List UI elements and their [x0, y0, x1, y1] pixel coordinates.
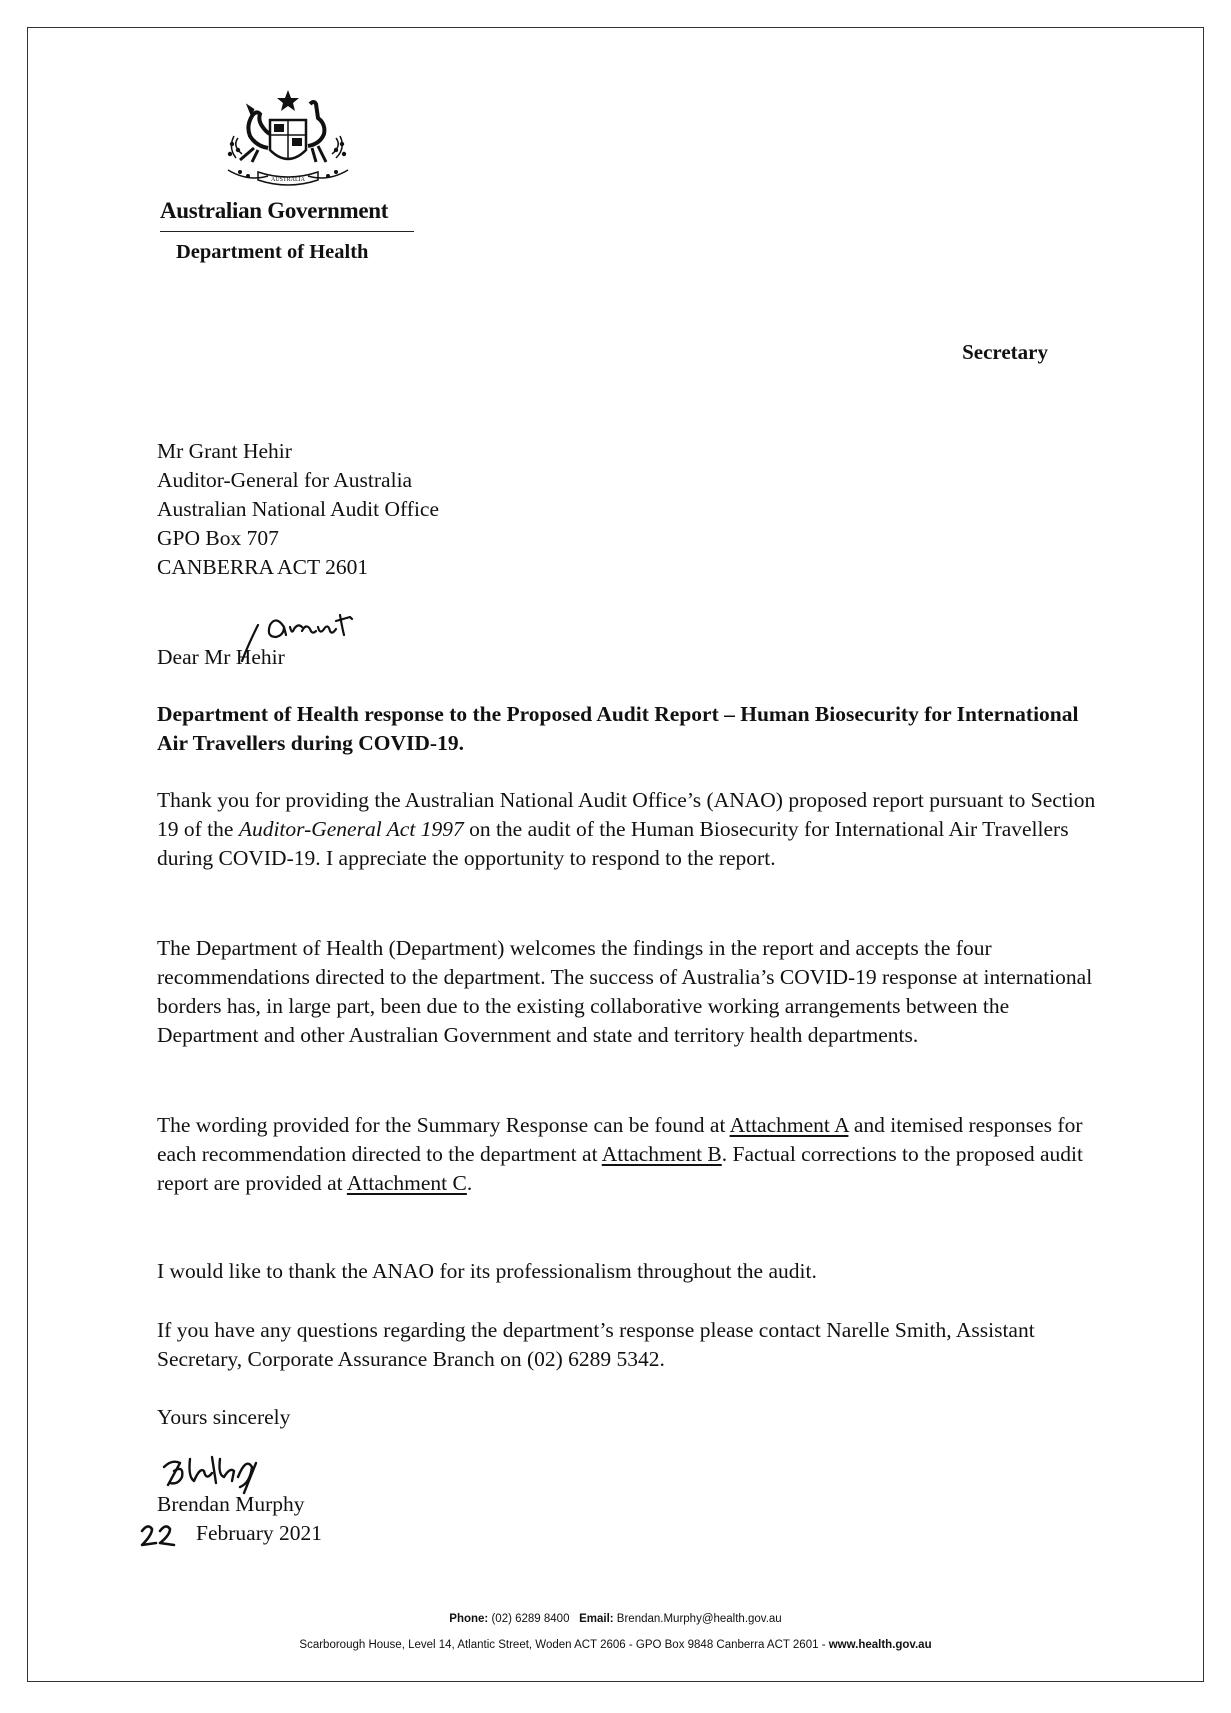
body-paragraph-3 [157, 1111, 1107, 1198]
handwritten-date-day [138, 1521, 180, 1551]
footer-contact [0, 1613, 1231, 1625]
address-line: Mr Grant Hehir [157, 439, 292, 463]
attachment-a-ref: Attachment A [729, 1113, 849, 1137]
attachment-c-ref: Attachment C [346, 1171, 467, 1195]
office-title: Secretary [962, 340, 1048, 364]
letter-date: February 2021 [196, 1521, 322, 1545]
address-line: GPO Box 707 [157, 526, 279, 550]
p3-text: . [466, 1171, 473, 1195]
letter-subject: Department of Health response to the Proposed Audit Report – Human Biosecurity for International Air Travellers during COVID-19. [157, 702, 1079, 755]
p1-text: Thank you for providing the Australian National Audit Office’s (ANAO) proposed report pursuant to Section 19 of the [157, 788, 1096, 841]
website: www.health.gov.au [828, 1639, 932, 1651]
address-line: CANBERRA ACT 2601 [157, 555, 369, 579]
body-paragraph-1 [157, 786, 1107, 873]
crest-scroll-text: AUSTRALIA [271, 177, 305, 183]
email-address: Brendan.Murphy@health.gov.au [616, 1613, 782, 1625]
signer-name: Brendan Murphy [157, 1492, 305, 1516]
government-name: Australian Government [160, 198, 389, 223]
attachment-b-ref: Attachment B [601, 1142, 722, 1166]
phone-number: (02) 6289 8400 [491, 1613, 570, 1625]
postal-address: Scarborough House, Level 14, Atlantic Street, Woden ACT 2606 - GPO Box 9848 Canberra ACT 2601 - [299, 1639, 829, 1651]
act-title: Auditor-General Act 1997 [238, 817, 464, 841]
p1-text-end: on the audit of the Human Biosecurity for International Air Travellers during COVID-19. I appreciate the opportunity to respond to the report. [157, 817, 1069, 870]
p3-text: . Factual corrections to the proposed audit report are provided at [157, 1142, 1083, 1195]
handwritten-correction-grant [240, 605, 390, 663]
body-paragraph-4: I would like to thank the ANAO for its professionalism throughout the audit. [157, 1259, 817, 1283]
address-line: Auditor-General for Australia [157, 468, 413, 492]
letterhead-divider [160, 231, 414, 232]
valediction: Yours sincerely [157, 1405, 291, 1429]
footer-address [0, 1639, 1231, 1651]
body-paragraph-2: The Department of Health (Department) welcomes the findings in the report and accepts the four recommendations directed to the department. The success of Australia’s COVID-19 response at international borders has, in large part, been due to the existing collaborative working arrangements between the Department and other Australian Government and state and territory health departments. [157, 936, 1093, 1047]
recipient-address [157, 437, 439, 582]
email-label: Email: [579, 1613, 614, 1625]
salutation: Dear Mr Hehir [157, 645, 285, 669]
phone-label: Phone: [449, 1613, 489, 1625]
signature-icon [160, 1437, 300, 1497]
p3-text: and itemised responses for each recommendation directed to the department at [157, 1113, 1083, 1166]
coat-of-arms-icon [218, 88, 358, 198]
body-paragraph-5: If you have any questions regarding the department’s response please contact Narelle Smith, Assistant Secretary, Corporate Assurance Branch on (02) 6289 5342. [157, 1318, 1035, 1371]
p3-text: The wording provided for the Summary Response can be found at [157, 1113, 730, 1137]
department-name: Department of Health [176, 241, 369, 263]
address-line: Australian National Audit Office [157, 497, 440, 521]
